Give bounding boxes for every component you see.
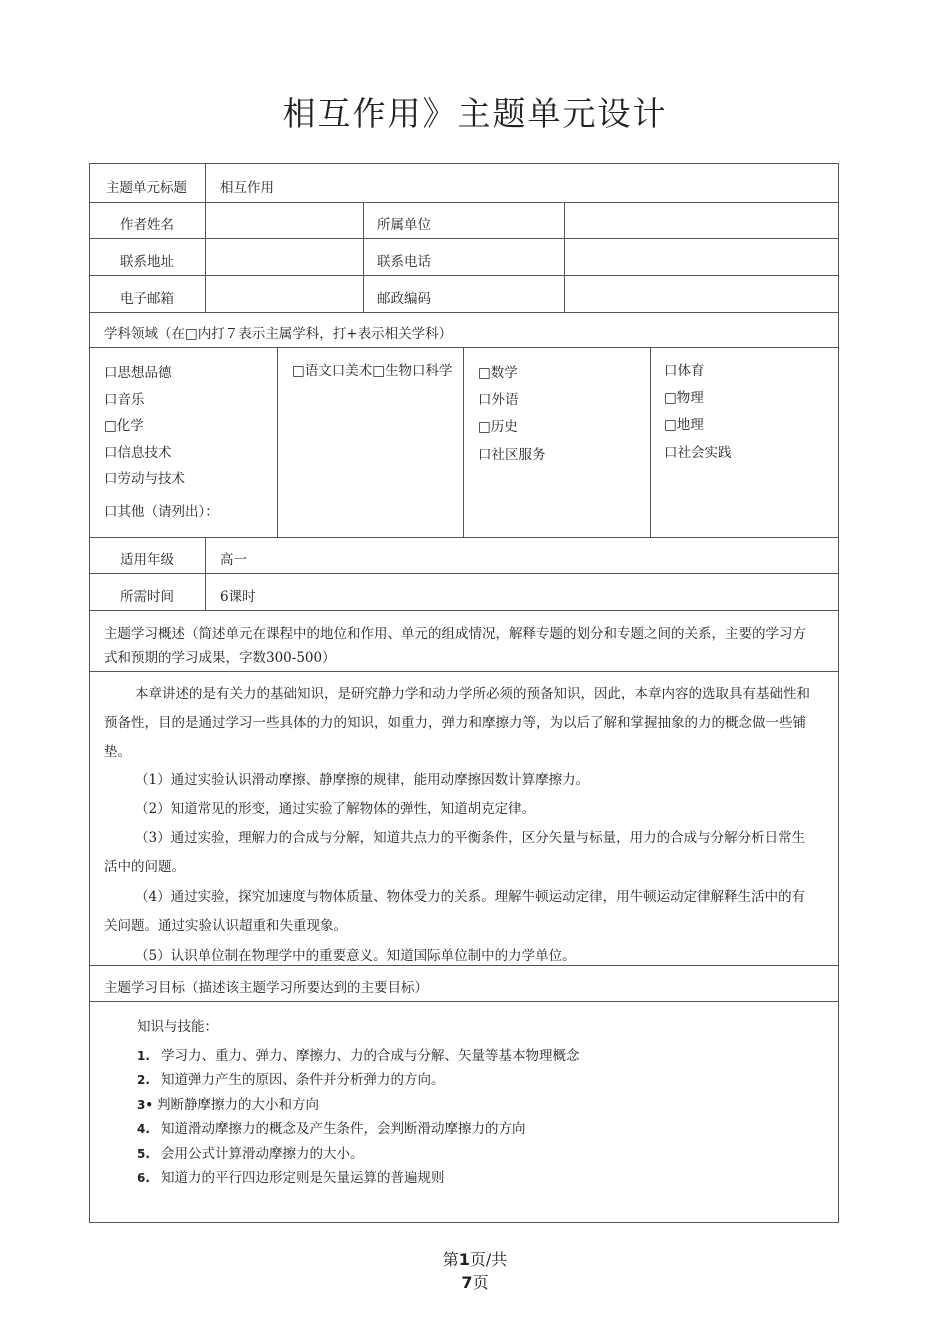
subject-option: 口劳动与技术	[104, 471, 185, 487]
email-label: 电子邮箱	[120, 291, 174, 307]
time-label: 所需时间	[120, 589, 174, 605]
objectives-header: 主题学习目标（描述该主题学习所要达到的主要目标）	[104, 980, 428, 996]
overview-paragraph: 垫。	[104, 744, 131, 760]
page-footer: 第1页/共 7页	[442, 1250, 508, 1292]
grade-value: 高一	[220, 552, 247, 568]
overview-item: 活中的问题。	[104, 859, 185, 875]
unit-title-label: 主题单元标题	[106, 180, 187, 196]
subject-option: 口社会实践	[664, 445, 732, 461]
postcode-label: 邮政编码	[377, 291, 431, 307]
subject-option: □化学	[104, 418, 144, 434]
subject-option: □物理	[664, 390, 704, 406]
subject-option: □历史	[478, 419, 518, 435]
objective-item: 6. 知道力的平行四边形定则是矢量运算的普遍规则	[137, 1170, 445, 1186]
subject-option: 口其他（请列出）：	[104, 504, 219, 520]
subject-header: 学科领域（在□内打７表示主属学科，打+表示相关学科）	[104, 326, 453, 342]
grade-label: 适用年级	[120, 552, 174, 568]
subject-option: 口音乐	[104, 392, 145, 408]
subject-option: □数学	[478, 365, 518, 381]
overview-item: （3）通过实验，理解力的合成与分解，知道共点力的平衡条件，区分矢量与标量，用力的合成与分解分析日常生	[135, 830, 806, 846]
subject-option: 口思想品德	[104, 365, 172, 381]
overview-paragraph: 预备性，目的是通过学习一些具体的力的知识，如重力，弹力和摩擦力等，为以后了解和掌握抽象的力的概念做一些铺	[104, 715, 806, 731]
overview-item: 关问题。通过实验认识超重和失重现象。	[104, 918, 347, 934]
unit-title-value: 相互作用	[220, 180, 274, 196]
address-label: 联系地址	[120, 254, 174, 270]
overview-header: 主题学习概述（简述单元在课程中的地位和作用、单元的组成情况，解释专题的划分和专题之间的关系，主要的学习方	[104, 626, 806, 642]
page-title: 相互作用》主题单元设计	[282, 94, 668, 133]
author-label: 作者姓名	[120, 217, 174, 233]
objectives-subheading: 知识与技能：	[137, 1019, 218, 1035]
overview-paragraph: 本章讲述的是有关力的基础知识，是研究静力学和动力学所必须的预备知识，因此，本章内容的选取具有基础性和	[135, 686, 810, 702]
objective-item: 1. 学习力、重力、弹力、摩擦力、力的合成与分解、矢量等基本物理概念	[137, 1048, 580, 1064]
unit-label: 所属单位	[377, 217, 431, 233]
objective-item: 3• 判断静摩擦力的大小和方向	[137, 1097, 319, 1113]
overview-item: （2）知道常见的形变，通过实验了解物体的弹性，知道胡克定律。	[135, 801, 536, 817]
overview-header: 式和预期的学习成果，字数300-500）	[104, 650, 336, 666]
subject-option: 口外语	[478, 392, 519, 408]
objective-item: 5. 会用公式计算滑动摩擦力的大小。	[137, 1146, 364, 1162]
subject-option: 口社区服务	[478, 447, 546, 463]
subject-option: □地理	[664, 417, 704, 433]
overview-item: （1）通过实验认识滑动摩擦、静摩擦的规律，能用动摩擦因数计算摩擦力。	[135, 772, 590, 788]
time-value: 6课时	[220, 589, 256, 605]
subject-option: 口体育	[664, 363, 705, 379]
overview-item: （5）认识单位制在物理学中的重要意义。知道国际单位制中的力学单位。	[135, 948, 576, 964]
subject-option: □语文口美术□生物口科学	[292, 363, 453, 379]
objective-item: 2. 知道弹力产生的原因、条件并分析弹力的方向。	[137, 1072, 445, 1088]
subject-option: 口信息技术	[104, 445, 172, 461]
objective-item: 4. 知道滑动摩擦力的概念及产生条件，会判断滑动摩擦力的方向	[137, 1121, 526, 1137]
phone-label: 联系电话	[377, 254, 431, 270]
overview-item: （4）通过实验，探究加速度与物体质量、物体受力的关系。理解牛顿运动定律，用牛顿运动定律解释生活中的有	[135, 889, 806, 905]
